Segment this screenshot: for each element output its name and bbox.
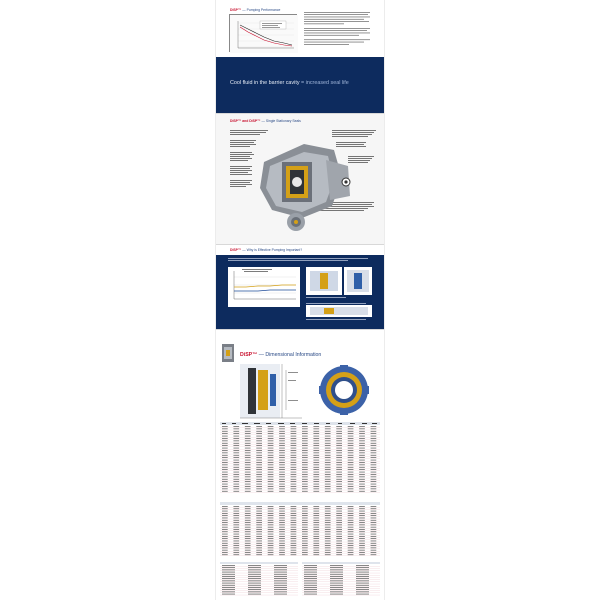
page-dimensional-information <box>216 330 384 600</box>
page3-panel <box>216 255 384 329</box>
page1-heading: DiSP™ — Pumping Performance <box>230 8 281 12</box>
page1-top <box>216 0 384 57</box>
page-pumping-performance <box>216 0 384 113</box>
performance-chart <box>229 14 297 52</box>
performance-chart-graphic <box>230 15 298 53</box>
page-effective-pumping <box>216 245 384 329</box>
dimension-table-1 <box>220 422 380 494</box>
page3-content <box>216 255 384 329</box>
dimension-table-2 <box>220 502 380 558</box>
page3-heading: DiSP™ — Why is Effective Pumping Important? <box>230 248 303 252</box>
page2-heading: DiSP™ and DiSP™ — Single Stationary Seals <box>230 119 301 123</box>
parts-list <box>220 562 380 596</box>
page1-body-text <box>304 12 372 56</box>
page4-heading: DiSP™ — Dimensional Information <box>240 352 322 358</box>
seal-drawings <box>222 360 378 424</box>
page-single-stationary-seals <box>216 114 384 244</box>
page1-body-lines <box>304 12 372 54</box>
seal-cutaway-illustration <box>224 126 380 242</box>
page1-banner <box>216 57 384 113</box>
page1-tagline: Cool fluid in the barrier cavity = increased seal life <box>230 80 349 86</box>
